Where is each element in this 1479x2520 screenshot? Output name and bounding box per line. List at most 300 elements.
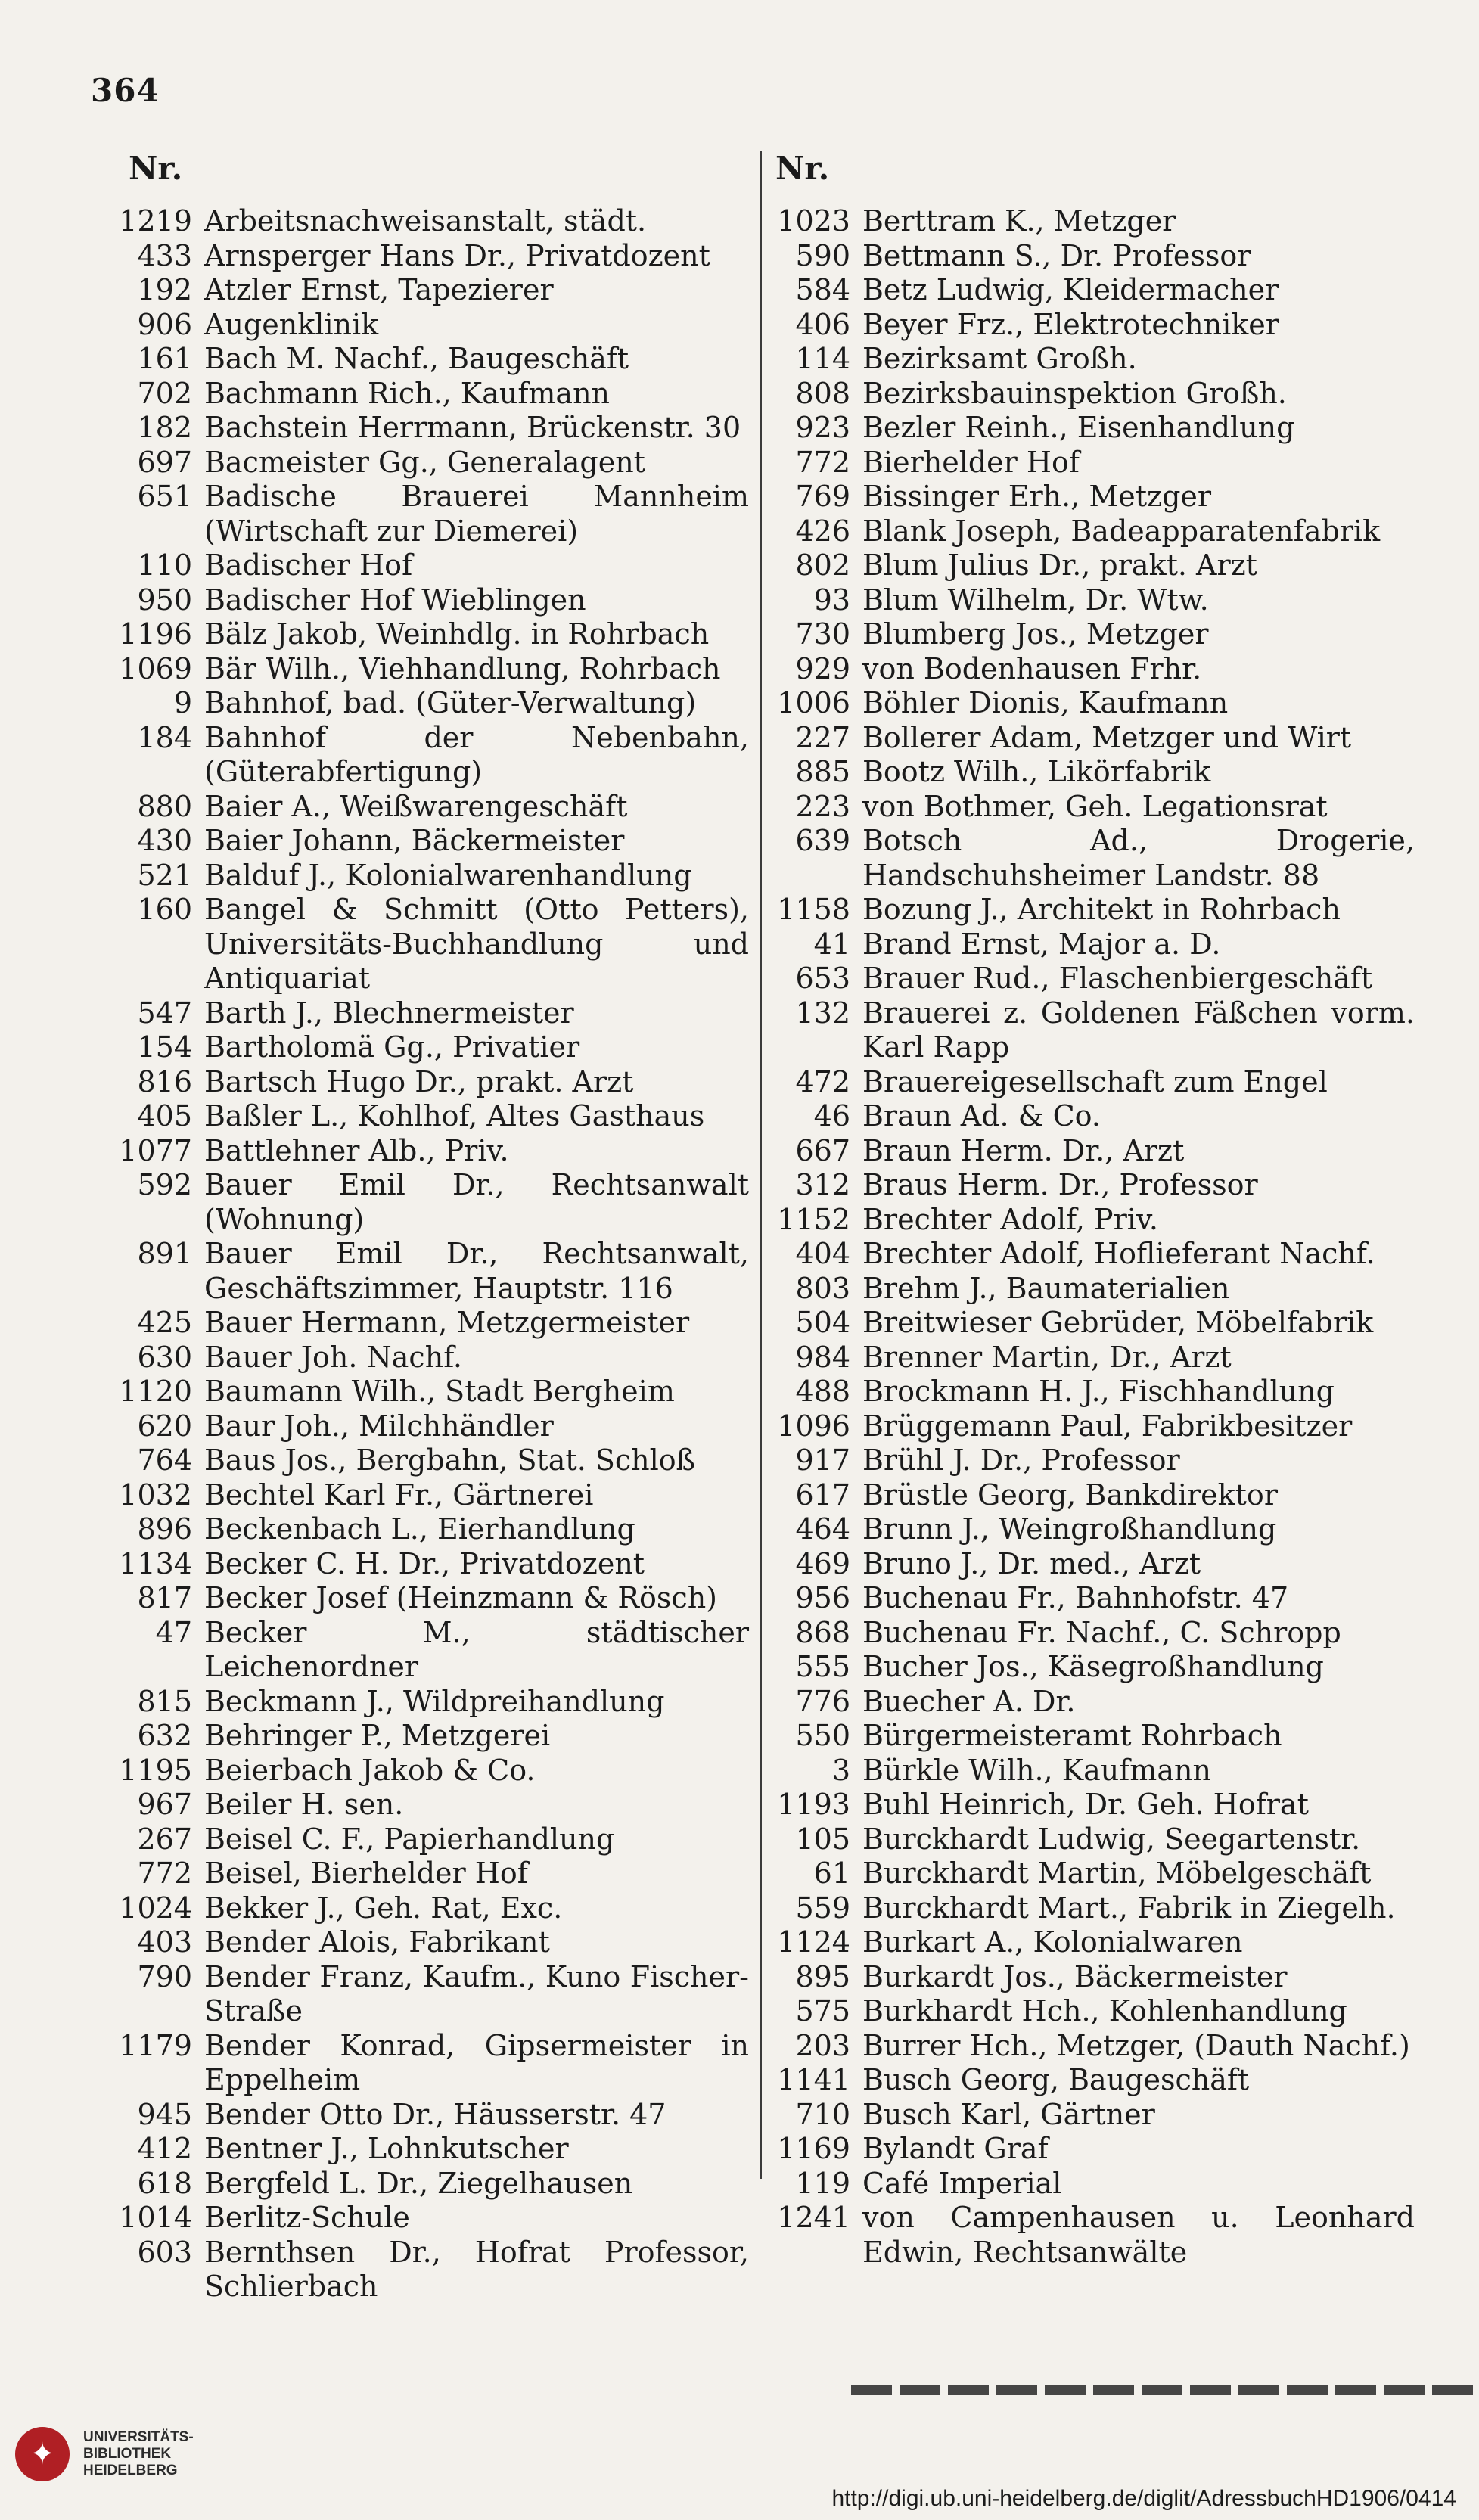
directory-entry bbox=[98, 1065, 749, 1100]
entry-number: 1134 bbox=[119, 1546, 192, 1580]
entry-name: Burkardt Jos., Bäckermeister bbox=[862, 1959, 1288, 1993]
entry-name: Beckenbach L., Eierhandlung bbox=[204, 1512, 635, 1546]
entry-number: 1032 bbox=[119, 1478, 192, 1512]
next-page-bleed bbox=[851, 2385, 1479, 2395]
directory-entry bbox=[764, 1478, 1415, 1513]
entry-name: Bruno J., Dr. med., Arzt bbox=[862, 1546, 1201, 1580]
entry-name: Buchenau Fr. Nachf., C. Schropp bbox=[862, 1615, 1341, 1649]
directory-entry bbox=[98, 1375, 749, 1409]
entry-number: 1179 bbox=[119, 2028, 192, 2062]
directory-entry bbox=[764, 1960, 1415, 1995]
directory-entry bbox=[98, 1478, 749, 1513]
library-name bbox=[83, 2429, 194, 2479]
directory-entry bbox=[764, 1099, 1415, 1134]
entry-name: Bootz Wilh., Likörfabrik bbox=[862, 755, 1211, 788]
library-name-line: UNIVERSITÄTS- bbox=[83, 2429, 194, 2445]
entry-number: 1195 bbox=[119, 1753, 192, 1787]
directory-entry bbox=[764, 928, 1415, 962]
entry-name: Bauer Hermann, Metzgermeister bbox=[204, 1306, 690, 1339]
entry-name: von Bodenhausen Frhr. bbox=[862, 651, 1202, 685]
entry-number: 702 bbox=[137, 376, 192, 410]
directory-entry bbox=[98, 824, 749, 859]
entry-name: Beierbach Jakob & Co. bbox=[204, 1753, 536, 1787]
entry-name: Barth J., Blechnermeister bbox=[204, 996, 574, 1030]
entry-number: 816 bbox=[137, 1064, 192, 1098]
entry-number: 620 bbox=[137, 1409, 192, 1443]
entry-number: 412 bbox=[137, 2132, 192, 2165]
entry-name: Braus Herm. Dr., Professor bbox=[862, 1168, 1258, 1201]
directory-entry bbox=[98, 2132, 749, 2167]
directory-entry bbox=[764, 204, 1415, 239]
directory-entry bbox=[764, 308, 1415, 343]
directory-entry bbox=[764, 1616, 1415, 1651]
entry-name: Bauer Emil Dr., Rechtsanwalt (Wohnung) bbox=[204, 1168, 749, 1236]
entry-name: Burckhardt Mart., Fabrik in Ziegelh. bbox=[862, 1891, 1396, 1925]
directory-entry bbox=[764, 1547, 1415, 1582]
entry-name: Bender Konrad, Gipsermeister in Eppelheim bbox=[204, 2028, 749, 2096]
entry-number: 161 bbox=[137, 342, 192, 375]
entry-name: Baßler L., Kohlhof, Altes Gasthaus bbox=[204, 1099, 705, 1133]
entry-number: 984 bbox=[795, 1340, 850, 1374]
entry-name: Becker M., städtischer Leichenordner bbox=[204, 1615, 749, 1683]
entry-number: 182 bbox=[137, 411, 192, 444]
entry-number: 1141 bbox=[777, 2063, 850, 2096]
entry-name: Bollerer Adam, Metzger und Wirt bbox=[862, 720, 1352, 754]
directory-entry bbox=[764, 2132, 1415, 2167]
column-header-right: Nr. bbox=[775, 150, 830, 187]
directory-entry bbox=[98, 1925, 749, 1960]
entry-number: 547 bbox=[137, 996, 192, 1030]
directory-entry bbox=[98, 1616, 749, 1685]
entry-number: 154 bbox=[137, 1030, 192, 1064]
directory-entry bbox=[764, 790, 1415, 825]
entry-name: Becker Josef (Heinzmann & Rösch) bbox=[204, 1581, 717, 1614]
seal-icon: ✦ bbox=[15, 2427, 70, 2481]
directory-entry bbox=[98, 446, 749, 480]
entry-number: 802 bbox=[795, 548, 850, 582]
directory-entry bbox=[98, 548, 749, 583]
entry-number: 772 bbox=[137, 1857, 192, 1890]
entry-number: 803 bbox=[795, 1271, 850, 1305]
entry-number: 1014 bbox=[119, 2201, 192, 2234]
entry-number: 1152 bbox=[777, 1202, 850, 1236]
entry-number: 618 bbox=[137, 2166, 192, 2200]
directory-entry bbox=[764, 411, 1415, 446]
entry-number: 488 bbox=[795, 1375, 850, 1408]
entry-name: Bergfeld L. Dr., Ziegelhausen bbox=[204, 2166, 633, 2200]
directory-entry bbox=[98, 2236, 749, 2304]
entry-number: 404 bbox=[795, 1237, 850, 1270]
directory-entry bbox=[764, 1754, 1415, 1788]
directory-entry bbox=[98, 617, 749, 652]
entry-name: Bachmann Rich., Kaufmann bbox=[204, 376, 611, 410]
column-divider bbox=[760, 151, 762, 2179]
entry-number: 1158 bbox=[777, 893, 850, 926]
directory-entry bbox=[98, 1134, 749, 1169]
directory-entry bbox=[98, 1547, 749, 1582]
entry-name: Bozung J., Architekt in Rohrbach bbox=[862, 893, 1341, 926]
entry-number: 653 bbox=[795, 962, 850, 995]
entry-number: 575 bbox=[795, 1994, 850, 2027]
directory-entry bbox=[98, 1099, 749, 1134]
entry-number: 425 bbox=[137, 1306, 192, 1339]
entry-name: Buhl Heinrich, Dr. Geh. Hofrat bbox=[862, 1788, 1309, 1821]
entry-name: Beisel C. F., Papierhandlung bbox=[204, 1822, 615, 1856]
entry-name: Bezler Reinh., Eisenhandlung bbox=[862, 411, 1295, 444]
entry-name: Bylandt Graf bbox=[862, 2132, 1049, 2165]
entry-number: 119 bbox=[795, 2166, 850, 2200]
directory-entry bbox=[98, 1581, 749, 1616]
directory-entry bbox=[764, 2201, 1415, 2270]
directory-entry bbox=[98, 1685, 749, 1720]
directory-entry bbox=[764, 342, 1415, 377]
entry-number: 472 bbox=[795, 1064, 850, 1098]
directory-entry bbox=[98, 2167, 749, 2202]
entry-number: 868 bbox=[795, 1615, 850, 1649]
entry-number: 9 bbox=[173, 686, 192, 719]
entry-name: Bär Wilh., Viehhandlung, Rohrbach bbox=[204, 651, 721, 685]
entry-name: Baier A., Weißwarengeschäft bbox=[204, 789, 628, 823]
entry-name: Bach M. Nachf., Baugeschäft bbox=[204, 342, 629, 375]
entry-number: 47 bbox=[155, 1615, 192, 1649]
directory-entry bbox=[98, 686, 749, 721]
entry-number: 697 bbox=[137, 445, 192, 479]
directory-entry bbox=[764, 2167, 1415, 2202]
directory-entry bbox=[98, 342, 749, 377]
entry-number: 1193 bbox=[777, 1788, 850, 1821]
entry-number: 184 bbox=[137, 720, 192, 754]
directory-entry bbox=[764, 239, 1415, 274]
directory-entry bbox=[764, 1409, 1415, 1444]
entry-name: Bucher Jos., Käsegroßhandlung bbox=[862, 1650, 1324, 1683]
entry-name: Badischer Hof bbox=[204, 548, 413, 582]
directory-entry bbox=[764, 1512, 1415, 1547]
directory-entry bbox=[764, 377, 1415, 412]
entry-name: Bachstein Herrmann, Brückenstr. 30 bbox=[204, 411, 741, 444]
directory-entry bbox=[98, 996, 749, 1031]
directory-entry bbox=[764, 1685, 1415, 1720]
entry-name: von Bothmer, Geh. Legationsrat bbox=[862, 789, 1328, 823]
entry-name: Bernthsen Dr., Hofrat Professor, Schlierbach bbox=[204, 2235, 749, 2303]
directory-entry bbox=[764, 1822, 1415, 1857]
entry-name: Bauer Emil Dr., Rechtsanwalt, Geschäftszimmer, Hauptstr. 116 bbox=[204, 1237, 749, 1305]
directory-entry bbox=[764, 893, 1415, 928]
entry-name: Bekker J., Geh. Rat, Exc. bbox=[204, 1891, 563, 1925]
entry-number: 114 bbox=[795, 342, 850, 375]
entry-name: Brand Ernst, Major a. D. bbox=[862, 927, 1221, 961]
entry-number: 1169 bbox=[777, 2132, 850, 2165]
directory-entry bbox=[764, 1065, 1415, 1100]
entry-number: 464 bbox=[795, 1512, 850, 1546]
directory-entry bbox=[98, 1822, 749, 1857]
entry-name: Bürkle Wilh., Kaufmann bbox=[862, 1753, 1211, 1787]
entry-name: Brechter Adolf, Priv. bbox=[862, 1202, 1158, 1236]
entry-number: 710 bbox=[795, 2097, 850, 2131]
entry-number: 764 bbox=[137, 1443, 192, 1477]
entry-name: Bauer Joh. Nachf. bbox=[204, 1340, 462, 1374]
directory-entry bbox=[98, 583, 749, 618]
entry-number: 639 bbox=[795, 824, 850, 857]
directory-entry bbox=[764, 652, 1415, 687]
entry-name: Betz Ludwig, Kleidermacher bbox=[862, 273, 1279, 306]
entry-number: 651 bbox=[137, 480, 192, 513]
entry-number: 192 bbox=[137, 273, 192, 306]
entry-name: Baur Joh., Milchhändler bbox=[204, 1409, 554, 1443]
entry-number: 46 bbox=[813, 1099, 850, 1133]
entry-number: 617 bbox=[795, 1478, 850, 1512]
entry-name: Baier Johann, Bäckermeister bbox=[204, 824, 625, 857]
entry-name: Berlitz-Schule bbox=[204, 2201, 410, 2234]
directory-entry bbox=[764, 1272, 1415, 1307]
entry-number: 772 bbox=[795, 445, 850, 479]
entry-name: Bender Alois, Fabrikant bbox=[204, 1925, 550, 1959]
directory-entry bbox=[764, 1994, 1415, 2029]
directory-entry bbox=[764, 1134, 1415, 1169]
entry-name: Bacmeister Gg., Generalagent bbox=[204, 445, 645, 479]
entry-name: Beckmann J., Wildpreihandlung bbox=[204, 1684, 665, 1718]
directory-entry bbox=[764, 721, 1415, 756]
entry-name: Battlehner Alb., Priv. bbox=[204, 1133, 509, 1167]
entry-name: Brunn J., Weingroßhandlung bbox=[862, 1512, 1277, 1546]
entry-name: Beyer Frz., Elektrotechniker bbox=[862, 307, 1279, 341]
entry-name: Brauerei z. Goldenen Fäßchen vorm. Karl Rapp bbox=[862, 996, 1415, 1064]
entry-name: Augenklinik bbox=[204, 307, 379, 341]
entry-name: Arbeitsnachweisanstalt, städt. bbox=[204, 204, 647, 238]
entry-number: 227 bbox=[795, 720, 850, 754]
entry-number: 1006 bbox=[777, 686, 850, 719]
entry-number: 967 bbox=[137, 1788, 192, 1821]
directory-entry bbox=[764, 1891, 1415, 1926]
entry-name: Berttram K., Metzger bbox=[862, 204, 1176, 238]
directory-entry bbox=[98, 859, 749, 893]
left-column bbox=[98, 204, 749, 2304]
entry-name: Bierhelder Hof bbox=[862, 445, 1080, 479]
directory-entry bbox=[98, 652, 749, 687]
entry-name: Buchenau Fr., Bahnhofstr. 47 bbox=[862, 1581, 1289, 1614]
entry-name: Bürgermeisteramt Rohrbach bbox=[862, 1719, 1282, 1752]
directory-entry bbox=[98, 1030, 749, 1065]
entry-number: 776 bbox=[795, 1684, 850, 1718]
entry-name: Beiler H. sen. bbox=[204, 1788, 404, 1821]
entry-number: 880 bbox=[137, 789, 192, 823]
directory-entry bbox=[764, 1375, 1415, 1409]
directory-entry bbox=[98, 2098, 749, 2133]
directory-entry bbox=[764, 1237, 1415, 1272]
directory-entry bbox=[764, 2063, 1415, 2098]
entry-name: Behringer P., Metzgerei bbox=[204, 1719, 551, 1752]
entry-number: 1124 bbox=[777, 1925, 850, 1959]
directory-entry bbox=[764, 1443, 1415, 1478]
directory-entry bbox=[764, 1925, 1415, 1960]
entry-name: Brenner Martin, Dr., Arzt bbox=[862, 1340, 1232, 1374]
entry-number: 403 bbox=[137, 1925, 192, 1959]
directory-entry bbox=[98, 1168, 749, 1237]
entry-name: Burckhardt Martin, Möbelgeschäft bbox=[862, 1857, 1372, 1890]
entry-number: 160 bbox=[137, 893, 192, 926]
entry-number: 817 bbox=[137, 1581, 192, 1614]
directory-entry bbox=[98, 239, 749, 274]
entry-number: 1096 bbox=[777, 1409, 850, 1443]
entry-name: Bezirksamt Großh. bbox=[862, 342, 1137, 375]
directory-entry bbox=[98, 308, 749, 343]
directory-entry bbox=[98, 1788, 749, 1822]
entry-number: 550 bbox=[795, 1719, 850, 1752]
entry-number: 906 bbox=[137, 307, 192, 341]
directory-entry bbox=[764, 962, 1415, 996]
entry-number: 430 bbox=[137, 824, 192, 857]
directory-entry bbox=[764, 2098, 1415, 2133]
directory-entry bbox=[764, 1650, 1415, 1685]
entry-number: 1120 bbox=[119, 1375, 192, 1408]
entry-name: Beisel, Bierhelder Hof bbox=[204, 1857, 528, 1890]
directory-entry bbox=[764, 514, 1415, 549]
directory-entry bbox=[764, 617, 1415, 652]
entry-name: Bender Franz, Kaufm., Kuno Fischer-Straße bbox=[204, 1959, 749, 2027]
directory-entry bbox=[764, 1581, 1415, 1616]
entry-name: Breitwieser Gebrüder, Möbelfabrik bbox=[862, 1306, 1374, 1339]
directory-entry bbox=[764, 755, 1415, 790]
entry-number: 956 bbox=[795, 1581, 850, 1614]
entry-number: 895 bbox=[795, 1959, 850, 1993]
directory-entry bbox=[98, 1409, 749, 1444]
entry-name: Brauereigesellschaft zum Engel bbox=[862, 1064, 1328, 1098]
directory-entry bbox=[98, 721, 749, 790]
entry-name: Blumberg Jos., Metzger bbox=[862, 617, 1209, 651]
entry-name: Blum Wilhelm, Dr. Wtw. bbox=[862, 583, 1209, 617]
entry-name: Café Imperial bbox=[862, 2166, 1062, 2200]
entry-number: 1077 bbox=[119, 1133, 192, 1167]
entry-number: 267 bbox=[137, 1822, 192, 1856]
entry-number: 433 bbox=[137, 238, 192, 272]
entry-name: Brockmann H. J., Fischhandlung bbox=[862, 1375, 1335, 1408]
directory-entry bbox=[764, 1203, 1415, 1238]
directory-entry bbox=[98, 1960, 749, 2029]
directory-entry bbox=[98, 2029, 749, 2098]
entry-name: Brechter Adolf, Hoflieferant Nachf. bbox=[862, 1237, 1375, 1270]
directory-entry bbox=[764, 583, 1415, 618]
entry-name: Badischer Hof Wieblingen bbox=[204, 583, 586, 617]
entry-name: Burkart A., Kolonialwaren bbox=[862, 1925, 1243, 1959]
entry-number: 730 bbox=[795, 617, 850, 651]
entry-name: Bälz Jakob, Weinhdlg. in Rohrbach bbox=[204, 617, 710, 651]
entry-number: 592 bbox=[137, 1168, 192, 1201]
entry-number: 808 bbox=[795, 376, 850, 410]
entry-name: Baumann Wilh., Stadt Bergheim bbox=[204, 1375, 675, 1408]
right-column bbox=[764, 204, 1415, 2270]
directory-entry bbox=[98, 893, 749, 996]
page-number: 364 bbox=[91, 72, 160, 109]
entry-number: 93 bbox=[813, 583, 850, 617]
entry-number: 769 bbox=[795, 480, 850, 513]
entry-name: Bangel & Schmitt (Otto Petters), Universitäts-Buchhandlung und Antiquariat bbox=[204, 893, 749, 995]
entry-number: 105 bbox=[795, 1822, 850, 1856]
entry-number: 132 bbox=[795, 996, 850, 1030]
entry-number: 3 bbox=[831, 1753, 850, 1787]
entry-name: Botsch Ad., Drogerie, Handschuhsheimer Landstr. 88 bbox=[862, 824, 1415, 892]
entry-number: 203 bbox=[795, 2028, 850, 2062]
entry-number: 950 bbox=[137, 583, 192, 617]
entry-number: 426 bbox=[795, 514, 850, 548]
entry-number: 1069 bbox=[119, 651, 192, 685]
directory-entry bbox=[764, 273, 1415, 308]
entry-name: von Campenhausen u. Leonhard Edwin, Rechtsanwälte bbox=[862, 2201, 1415, 2269]
entry-number: 469 bbox=[795, 1546, 850, 1580]
entry-name: Brüstle Georg, Bankdirektor bbox=[862, 1478, 1278, 1512]
entry-number: 632 bbox=[137, 1719, 192, 1752]
entry-number: 1024 bbox=[119, 1891, 192, 1925]
entry-name: Buecher A. Dr. bbox=[862, 1684, 1076, 1718]
entry-name: Brüggemann Paul, Fabrikbesitzer bbox=[862, 1409, 1353, 1443]
entry-name: Bender Otto Dr., Häusserstr. 47 bbox=[204, 2097, 666, 2131]
directory-entry bbox=[764, 824, 1415, 893]
directory-entry bbox=[98, 480, 749, 548]
entry-name: Bezirksbauinspektion Großh. bbox=[862, 376, 1287, 410]
source-url[interactable]: http://digi.ub.uni-heidelberg.de/diglit/AdressbuchHD1906/0414 bbox=[831, 2486, 1456, 2511]
entry-name: Bentner J., Lohnkutscher bbox=[204, 2132, 569, 2165]
entry-name: Bartsch Hugo Dr., prakt. Arzt bbox=[204, 1064, 634, 1098]
entry-number: 223 bbox=[795, 789, 850, 823]
entry-number: 584 bbox=[795, 273, 850, 306]
entry-name: Blank Joseph, Badeapparatenfabrik bbox=[862, 514, 1381, 548]
entry-number: 1241 bbox=[777, 2201, 850, 2234]
directory-entry bbox=[764, 548, 1415, 583]
entry-number: 945 bbox=[137, 2097, 192, 2131]
entry-name: Atzler Ernst, Tapezierer bbox=[204, 273, 554, 306]
entry-name: Burkhardt Hch., Kohlenhandlung bbox=[862, 1994, 1347, 2027]
entry-name: Brühl J. Dr., Professor bbox=[862, 1443, 1180, 1477]
directory-entry bbox=[764, 480, 1415, 514]
entry-name: Badische Brauerei Mannheim (Wirtschaft zur Diemerei) bbox=[204, 480, 749, 548]
entry-number: 790 bbox=[137, 1959, 192, 1993]
directory-entry bbox=[98, 273, 749, 308]
entry-number: 555 bbox=[795, 1650, 850, 1683]
entry-number: 1196 bbox=[119, 617, 192, 651]
directory-entry bbox=[764, 1341, 1415, 1375]
entry-number: 923 bbox=[795, 411, 850, 444]
entry-number: 815 bbox=[137, 1684, 192, 1718]
directory-entry bbox=[764, 1168, 1415, 1203]
entry-number: 630 bbox=[137, 1340, 192, 1374]
entry-name: Bahnhof der Nebenbahn, (Güterabfertigung) bbox=[204, 720, 749, 788]
entry-number: 885 bbox=[795, 755, 850, 788]
directory-entry bbox=[98, 1857, 749, 1891]
library-logo bbox=[15, 2427, 194, 2481]
entry-number: 590 bbox=[795, 238, 850, 272]
entry-name: Bettmann S., Dr. Professor bbox=[862, 238, 1251, 272]
entry-number: 521 bbox=[137, 858, 192, 892]
directory-entry bbox=[764, 2029, 1415, 2064]
entry-number: 110 bbox=[137, 548, 192, 582]
directory-entry bbox=[764, 1719, 1415, 1754]
entry-number: 917 bbox=[795, 1443, 850, 1477]
directory-entry bbox=[98, 1306, 749, 1341]
directory-entry bbox=[764, 686, 1415, 721]
directory-entry bbox=[98, 377, 749, 412]
entry-name: Braun Ad. & Co. bbox=[862, 1099, 1101, 1133]
entry-number: 41 bbox=[813, 927, 850, 961]
directory-entry bbox=[98, 1512, 749, 1547]
entry-name: Busch Georg, Baugeschäft bbox=[862, 2063, 1250, 2096]
directory-entry bbox=[98, 790, 749, 825]
directory-entry bbox=[764, 1306, 1415, 1341]
entry-name: Busch Karl, Gärtner bbox=[862, 2097, 1155, 2131]
entry-number: 504 bbox=[795, 1306, 850, 1339]
entry-number: 896 bbox=[137, 1512, 192, 1546]
directory-entry bbox=[98, 411, 749, 446]
entry-number: 61 bbox=[813, 1857, 850, 1890]
entry-number: 406 bbox=[795, 307, 850, 341]
library-name-line: BIBLIOTHEK bbox=[83, 2446, 172, 2462]
